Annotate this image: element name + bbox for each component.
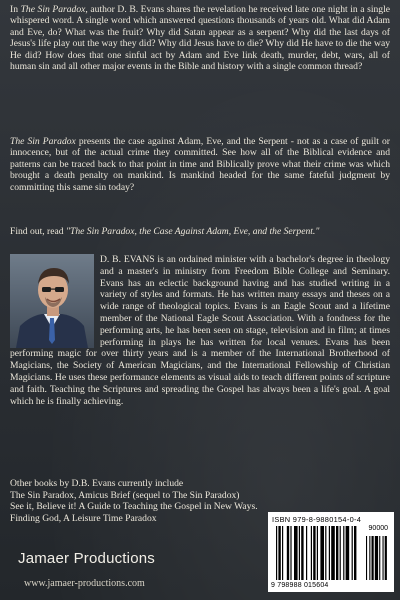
publisher-website: www.jamaer-productions.com <box>24 578 145 589</box>
barcode-bar <box>375 536 378 580</box>
barcode-bar <box>369 536 370 580</box>
barcode-bar <box>290 526 291 580</box>
barcode-bar <box>352 526 353 580</box>
isbn-barcode <box>268 512 394 592</box>
barcode-bar <box>282 526 283 580</box>
barcode-bar <box>336 526 338 580</box>
isbn-text: ISBN 979-8-9880154-0-4 <box>272 515 362 524</box>
author-portrait-image <box>10 254 94 348</box>
barcode-bar <box>343 526 344 580</box>
barcode-bar <box>340 526 341 580</box>
bio-text: D. B. EVANS is an ordained minister with a bachelor's degree in theology and a master's in ministry from Freedom Bible College and Seminary. Evans has an eclectic background having and has studied writing in a variety of styles and formats. He has written many essays and theses on a wide range of theological topics. Evans is an Eagle Scout and a lifetime member of the National Eagle Scout Association. With a fondness for the performing arts, he has been seen on stage, television and in film; at times performing in plays he has written for local venues. Evans has been performing magic for over thirty years and is a member of the International Brotherhood of Magicians, the Society of American Magicians, and the International Fellowship of Christian Magicians. He uses these performance elements as visual aids to teach different points of scripture and faith. Teaching the Scriptures and spreading the Gospel has always been a life's goal. A goal which he is finally achieving. <box>10 254 390 407</box>
barcode-bar <box>372 536 374 580</box>
barcode-bars <box>268 512 394 592</box>
barcode-bar <box>354 526 356 580</box>
barcode-bar <box>306 526 307 580</box>
publisher-name: Jamaer Productions <box>18 550 155 567</box>
barcode-bar <box>276 526 277 580</box>
findout-title: "The Sin Paradox, the Case Against Adam, Eve, and the Serpent." <box>65 226 320 237</box>
barcode-bar <box>294 526 298 580</box>
barcode-bar <box>383 536 384 580</box>
price-code: 90000 <box>368 525 388 532</box>
barcode-digits: 9 798988 015604 <box>271 582 329 589</box>
barcode-bar <box>287 526 289 580</box>
barcode-bar <box>317 526 318 580</box>
intro-book-title: The Sin Paradox <box>20 4 86 15</box>
barcode-bar <box>385 536 387 580</box>
intro-lead: In <box>10 4 21 15</box>
barcode-bar <box>299 526 300 580</box>
other-books <box>10 478 258 524</box>
barcode-bar <box>366 536 367 580</box>
book-item: Finding God, A Leisure Time Paradox <box>10 512 157 524</box>
barcode-bar <box>329 526 330 580</box>
barcode-bar <box>301 526 303 580</box>
book-item: The Sin Paradox, Amicus Brief (sequel to The Sin Paradox) <box>10 489 240 501</box>
barcode-bar <box>278 526 280 580</box>
intro-paragraph <box>10 4 390 72</box>
barcode-bar <box>313 526 315 580</box>
case-paragraph <box>10 136 390 193</box>
barcode-bar <box>379 536 380 580</box>
barcode-bar <box>311 526 312 580</box>
case-text: presents the case against Adam, Eve, and the Serpent - not as a case of guilt or innocence, but of the actual crime they committed. See how all of the Biblical evidence and patterns can be traced back to that point in time and Biblically prove what their crime was which brought a death penalty on mankind. Is mankind headed for the same fateful judgment by committing this same sin today? <box>10 136 390 193</box>
author-photo <box>10 254 94 348</box>
case-book-title: The Sin Paradox <box>10 136 76 147</box>
book-item: See it, Believe it! A Guide to Teaching the Gospel in New Ways. <box>10 501 258 513</box>
barcode-bar <box>331 526 335 580</box>
barcode-bar <box>320 526 324 580</box>
findout-paragraph <box>10 226 390 237</box>
findout-lead: Find out, read <box>10 226 66 237</box>
barcode-bar <box>346 526 350 580</box>
intro-text: , author D. B. Evans shares the revelation he received late one night in a single whispered word. A single word which answered questions thousands of years old. What did Adam and Eve, do? What was the fruit? Why did Satan appear as a serpent? Why did the last days of Jesus's life play out the way they did? Why did Jesus have to die? Why did He have to die the way He did? How does that one sinful act by Adam and Eve link death, murder, debt, wars, all of human sin and all other major events in the Bible and history with a single common thread? <box>10 4 390 73</box>
books-header: Other books by D.B. Evans currently include <box>10 478 184 489</box>
barcode-bar <box>325 526 326 580</box>
